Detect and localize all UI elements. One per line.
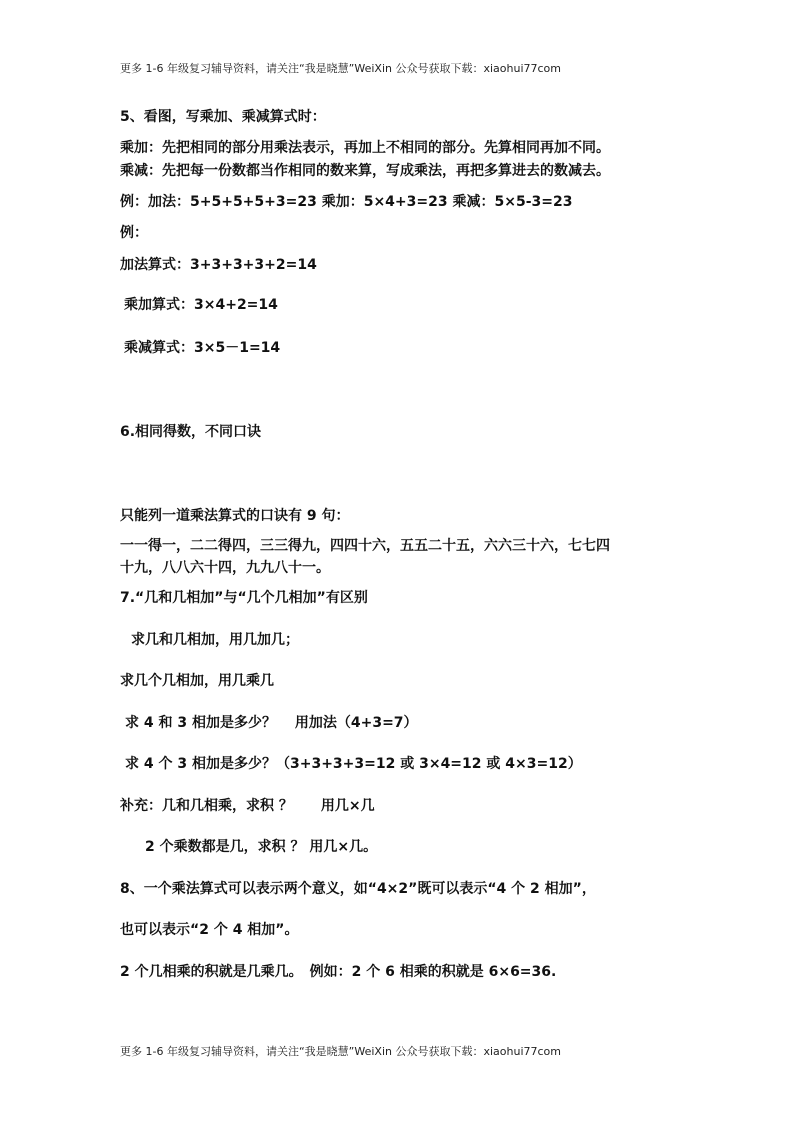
text-line: 加法算式：3+3+3+3+2=14 (120, 257, 317, 273)
text-line: 求几个几相加，用几乘几 (120, 673, 274, 689)
text-line: 2 个乘数都是几，求积 ？ 用几×几。 (145, 839, 378, 855)
text-line: 例： (120, 225, 148, 241)
page-footer: 更多 1-6 年级复习辅导资料，请关注“我是晓慧”WeiXin 公众号获取下载：xiaohui77com (120, 1045, 561, 1058)
text-line: 乘加算式：3×4+2=14 (124, 297, 278, 313)
text-line: 求 4 个 3 相加是多少？（3+3+3+3=12 或 3×4=12 或 4×3=12） (125, 756, 582, 772)
page-header: 更多 1-6 年级复习辅导资料，请关注“我是晓慧”WeiXin 公众号获取下载：xiaohui77com (120, 62, 561, 75)
section-6-heading: 6.相同得数，不同口诀 (120, 424, 262, 440)
text-line: 也可以表示“2 个 4 相加”。 (120, 922, 299, 938)
text-line: 十九，八八六十四，九九八十一。 (120, 560, 330, 576)
text-line: 一一得一，二二得四，三三得九，四四十六，五五二十五，六六三十六，七七四 (120, 538, 610, 554)
section-5-heading: 5、看图，写乘加、乘减算式时： (120, 109, 326, 125)
text-line: 只能列一道乘法算式的口诀有 9 句： (120, 508, 350, 524)
text-line: 例：加法：5+5+5+5+3=23 乘加：5×4+3=23 乘减：5×5-3=23 (120, 194, 573, 210)
text-line: 补充：几和几相乘，求积 ？ 用几×几 (120, 798, 375, 814)
text-line: 乘减：先把每一份数都当作相同的数来算，写成乘法，再把多算进去的数减去。 (120, 163, 610, 179)
text-line: 乘加：先把相同的部分用乘法表示，再加上不相同的部分。先算相同再加不同。 (120, 140, 610, 156)
section-8-heading: 8、一个乘法算式可以表示两个意义，如“4×2”既可以表示“4 个 2 相加”， (120, 881, 596, 897)
text-line: 求几和几相加，用几加几； (131, 632, 299, 648)
section-7-heading: 7.“几和几相加”与“几个几相加”有区别 (120, 590, 368, 606)
text-line: 求 4 和 3 相加是多少？ 用加法（4+3=7） (125, 715, 418, 731)
text-line: 乘减算式：3×5－1=14 (124, 340, 281, 356)
text-line: 2 个几相乘的积就是几乘几。 例如：2 个 6 相乘的积就是 6×6=36. (120, 964, 557, 980)
